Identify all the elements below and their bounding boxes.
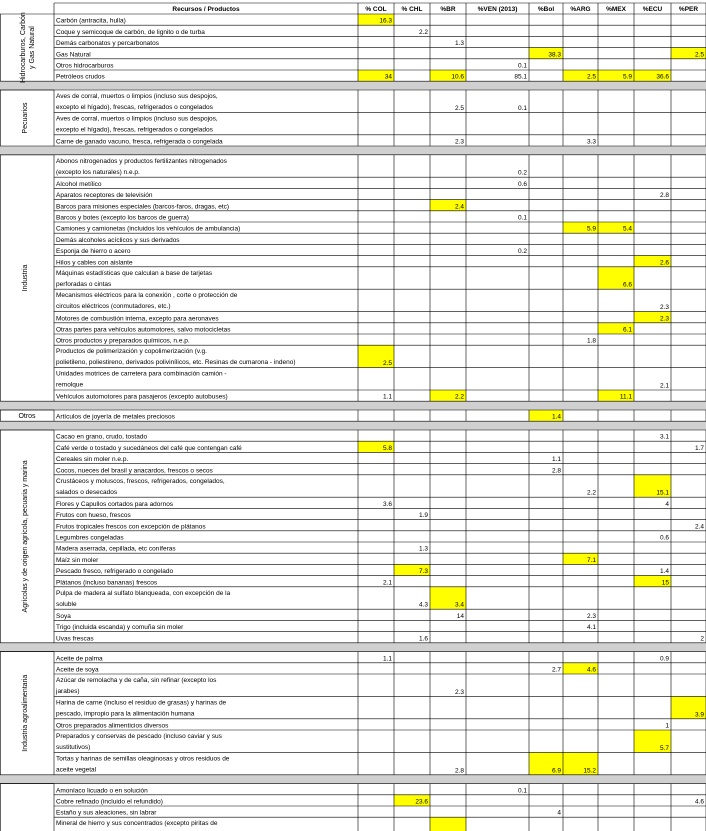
- product-name: Pescado fresco, refrigerado o congelado: [56, 568, 174, 576]
- product-name: Plátanos (incluso bananas) frescos: [56, 579, 158, 587]
- value-cell: 15.2: [583, 767, 596, 775]
- product-name: Abonos nitrogenados y productos fertilizantes nitrogenados (excepto los naturales) n.e.p.: [56, 157, 227, 176]
- product-name: Alcohol metílico: [56, 180, 102, 188]
- product-name: Flores y Capullos cortados para adornos: [56, 500, 174, 508]
- product-name: Barcos para misiones especiales (barcos-faros, dragas, etc): [56, 203, 230, 211]
- value-cell: 2: [700, 635, 704, 643]
- value-cell: 2.7: [551, 666, 561, 674]
- value-cell: 1.3: [418, 545, 428, 553]
- value-cell: 5.8: [382, 444, 392, 452]
- highlight-cell: [430, 817, 466, 831]
- section-separator: [0, 775, 706, 784]
- value-cell: 2.8: [454, 767, 464, 775]
- category-label: Otros: [18, 413, 36, 421]
- value-cell: 7.1: [586, 556, 596, 564]
- cell-texts: [18, 6, 704, 831]
- header-col-4: %VEN (2013): [477, 6, 518, 13]
- header-col-1: % COL: [365, 6, 387, 13]
- product-name: Vehículos automotores para pasajeros (excepto autobuses): [56, 393, 228, 401]
- value-cell: 1.8: [586, 337, 596, 345]
- product-name: Productos de polimerización y copolimerización (v.g. polietileno, poliestireno, derivados polivinílicos, etc. Resinas de cumarona - indeno): [56, 348, 296, 367]
- product-name: Harina de carne (incluso el residuo de grasas) y harinas de pescado, impropio para la alimentación humana: [56, 699, 227, 718]
- product-name: Camiones y camionetas (incluidos los vehículos de ambulancia): [56, 225, 241, 233]
- product-name: Estaño y sus aleaciones, sin labrar: [56, 809, 157, 817]
- product-name: Artículos de joyería de metales preciosos: [56, 413, 175, 421]
- value-cell: 6.9: [551, 767, 561, 775]
- value-cell: 2.4: [454, 203, 464, 211]
- value-cell: 1.3: [454, 40, 464, 48]
- value-cell: 2.5: [454, 104, 464, 112]
- product-name: Carbón (antracita, hulla): [56, 17, 126, 25]
- value-cell: 2.3: [454, 688, 464, 696]
- header-col-9: %PER: [678, 6, 699, 13]
- product-name: Uvas frescas: [56, 635, 94, 643]
- section-separator: [0, 401, 706, 410]
- value-cell: 1.4: [659, 568, 669, 576]
- category-label: Industria: [22, 264, 29, 292]
- value-cell: 6.1: [622, 326, 632, 334]
- value-cell: 2.5: [586, 73, 596, 81]
- value-cell: 2.8: [551, 467, 561, 475]
- product-name: Maíz sin moler: [56, 556, 99, 564]
- value-cell: 23.6: [415, 798, 428, 806]
- product-name: Crustáceos y moluscos, frescos, refrigerados, congelados, salados o desecados: [56, 477, 225, 496]
- value-cell: 5.9: [622, 73, 632, 81]
- value-cell: 16.3: [379, 17, 392, 25]
- product-name: Otros productos y preparados químicos, n.e.p.: [56, 337, 190, 345]
- value-cell: 2.3: [586, 612, 596, 620]
- product-name: Pulpa de madera al sulfato blanqueada, con excepción de la soluble: [56, 589, 231, 608]
- product-name: Gas Natural: [56, 51, 91, 59]
- product-name: Cocos, nueces del brasil y anacardos, frescos o secos: [56, 467, 213, 475]
- value-cell: 85.1: [514, 73, 527, 81]
- product-name: Barcos y botes (excepto los barcos de guerra): [56, 214, 189, 222]
- product-name: Aceite de palma: [56, 655, 103, 663]
- value-cell: 34: [384, 73, 392, 81]
- value-cell: 15: [661, 579, 669, 587]
- value-cell: 0.1: [517, 787, 527, 795]
- header-products: Recursos / Productos: [172, 6, 240, 13]
- value-cell: 2.3: [659, 315, 669, 323]
- value-cell: 2.1: [659, 382, 669, 390]
- value-cell: 1.1: [382, 655, 392, 663]
- value-cell: 0.1: [517, 214, 527, 222]
- value-cell: 2.1: [382, 579, 392, 587]
- value-cell: 0.6: [517, 180, 527, 188]
- product-name: Café verde o tostado y sucedáneos del café que contengan café: [56, 444, 242, 452]
- section-separator: [0, 421, 706, 430]
- product-name: Mecanismos eléctricos para la conexión , corte o protección de circuitos eléctricos (conmutadores, etc.): [56, 292, 238, 311]
- value-cell: 0.2: [517, 248, 527, 256]
- section-separator: [0, 81, 706, 90]
- section-separator: [0, 146, 706, 155]
- product-name: Frutos con hueso, frescos: [56, 512, 131, 520]
- value-cell: 38.3: [548, 51, 561, 59]
- product-name: Unidades motrices de carretera para combinación camión -remolque: [56, 370, 227, 389]
- product-name: Máquinas estadísticas que calculan a base de tarjetas perforadas o cintas: [56, 269, 213, 288]
- product-name: Cobre refinado (incluido el refundido): [56, 798, 163, 806]
- product-name: Legumbres congeladas: [56, 534, 124, 542]
- value-cell: 2.2: [586, 489, 596, 497]
- value-cell: 1.1: [382, 393, 392, 401]
- category-label: Pecuarios: [22, 102, 29, 134]
- value-cell: 2.6: [659, 259, 669, 267]
- header-col-6: %ARG: [570, 6, 591, 13]
- product-name: Otros hidrocarburos: [56, 62, 114, 70]
- value-cell: 1.1: [551, 456, 561, 464]
- value-cell: 3.9: [694, 711, 704, 719]
- value-cell: 3.6: [382, 500, 392, 508]
- product-name: Hilos y cables con aislante: [56, 259, 133, 267]
- product-name: Amoníaco licuado o en solución: [56, 787, 148, 795]
- value-cell: 1: [665, 722, 669, 730]
- header-col-3: %BR: [440, 6, 456, 13]
- value-cell: 0.1: [517, 62, 527, 70]
- product-name: Azúcar de remolacha y de caña, sin refinar (excepto los jarabes): [56, 677, 217, 695]
- value-cell: 2.5: [382, 360, 392, 368]
- section-separator: [0, 643, 706, 652]
- value-cell: 4.6: [586, 666, 596, 674]
- product-name: Demás carbonatos y percarbonatos: [56, 40, 159, 48]
- value-cell: 4: [557, 809, 561, 817]
- header-col-7: %MEX: [606, 6, 626, 13]
- value-cell: 5.7: [659, 744, 669, 752]
- category-label: Industria agroalimentaria: [22, 674, 29, 752]
- value-cell: 2.2: [454, 393, 464, 401]
- value-cell: 2.8: [659, 192, 669, 200]
- value-cell: 4.6: [694, 798, 704, 806]
- product-name: Mineral de hierro y sus concentrados (excepto piritas de: [56, 820, 218, 828]
- value-cell: 5.9: [586, 225, 596, 233]
- value-cell: 14: [456, 612, 464, 620]
- value-cell: 0.6: [659, 534, 669, 542]
- value-cell: 4: [665, 500, 669, 508]
- product-name: Carne de ganado vacuno, fresca, refrigerada o congelada: [56, 138, 223, 146]
- header-col-8: %ECU: [642, 6, 663, 13]
- value-cell: 0.2: [517, 169, 527, 177]
- cell-fills: [0, 14, 706, 831]
- value-cell: 7.3: [418, 568, 428, 576]
- value-cell: 0.1: [517, 104, 527, 112]
- category-label: Hidrocarburos, Carbón y Gas Natural: [20, 12, 36, 84]
- value-cell: 1.7: [694, 444, 704, 452]
- value-cell: 2.5: [694, 51, 704, 59]
- header-col-2: % CHL: [401, 6, 423, 13]
- product-name: Cacao en grano, crudo, tostado: [56, 433, 148, 441]
- value-cell: 3.1: [659, 433, 669, 441]
- category-label: Agrícolas y de origen agrícola, pecuaria y marina: [22, 460, 29, 613]
- product-name: Aparatos receptores de televisión: [56, 192, 153, 200]
- product-name: Trigo (incluida escanda) y comuña sin moler: [56, 624, 184, 632]
- value-cell: 3.4: [454, 601, 464, 609]
- product-name: Preparados y conservas de pescado (incluso caviar y sus sustitutivos): [56, 733, 222, 751]
- value-cell: 11.1: [619, 393, 632, 401]
- product-name: Soya: [56, 612, 71, 620]
- product-name: Aceite de soya: [56, 666, 99, 674]
- value-cell: 0.9: [659, 655, 669, 663]
- product-name: Otros preparados alimenticios diversos: [56, 722, 169, 730]
- value-cell: 1.6: [418, 635, 428, 643]
- product-name: Demás alcoholes acíclicos y sus derivados: [56, 236, 180, 244]
- product-name: Coque y semicoque de carbón, de lignito o de turba: [56, 28, 205, 36]
- value-cell: 1.4: [551, 413, 561, 421]
- value-cell: 4.1: [586, 624, 596, 632]
- product-name: Aves de corral, muertos o limpios (incluso sus despojos, excepto el hígado), frescas, refrigerados o congelados: [56, 115, 218, 134]
- product-name: Petróleos crudos: [56, 73, 105, 81]
- value-cell: 2.4: [694, 523, 704, 531]
- value-cell: 36.6: [656, 73, 669, 81]
- value-cell: 1.9: [418, 512, 428, 520]
- value-cell: 6.6: [622, 281, 632, 289]
- value-cell: 15.1: [656, 489, 669, 497]
- product-name: Otras partes para vehículos automotores, salvo motocicletas: [56, 326, 231, 334]
- header-col-5: %Bol: [537, 6, 555, 13]
- product-name: Cereales sin moler n.e.p.: [56, 456, 129, 464]
- product-name: Frutos tropicales frescos con excepción de plátanos: [56, 523, 206, 531]
- value-cell: 5.4: [622, 225, 632, 233]
- product-name: Tortas y harinas de semillas oleaginosas y otros residuos de aceite vegetal: [56, 755, 230, 774]
- product-name: Esponja de hierro o acero: [56, 248, 131, 256]
- value-cell: 2.3: [454, 138, 464, 146]
- product-name: Aves de corral, muertos o limpios (incluso sus despojos, excepto el hígado), frescas, refrigerados o congelados: [56, 93, 218, 111]
- value-cell: 4.3: [418, 601, 428, 609]
- value-cell: 10.6: [451, 73, 464, 81]
- value-cell: 2.3: [659, 304, 669, 312]
- product-name: Motores de combustión interna, excepto para aeronaves: [56, 315, 219, 323]
- value-cell: 2.2: [418, 28, 428, 36]
- product-name: Madera aserrada, cepillada, etc coníferas: [56, 545, 176, 553]
- value-cell: 3.3: [586, 138, 596, 146]
